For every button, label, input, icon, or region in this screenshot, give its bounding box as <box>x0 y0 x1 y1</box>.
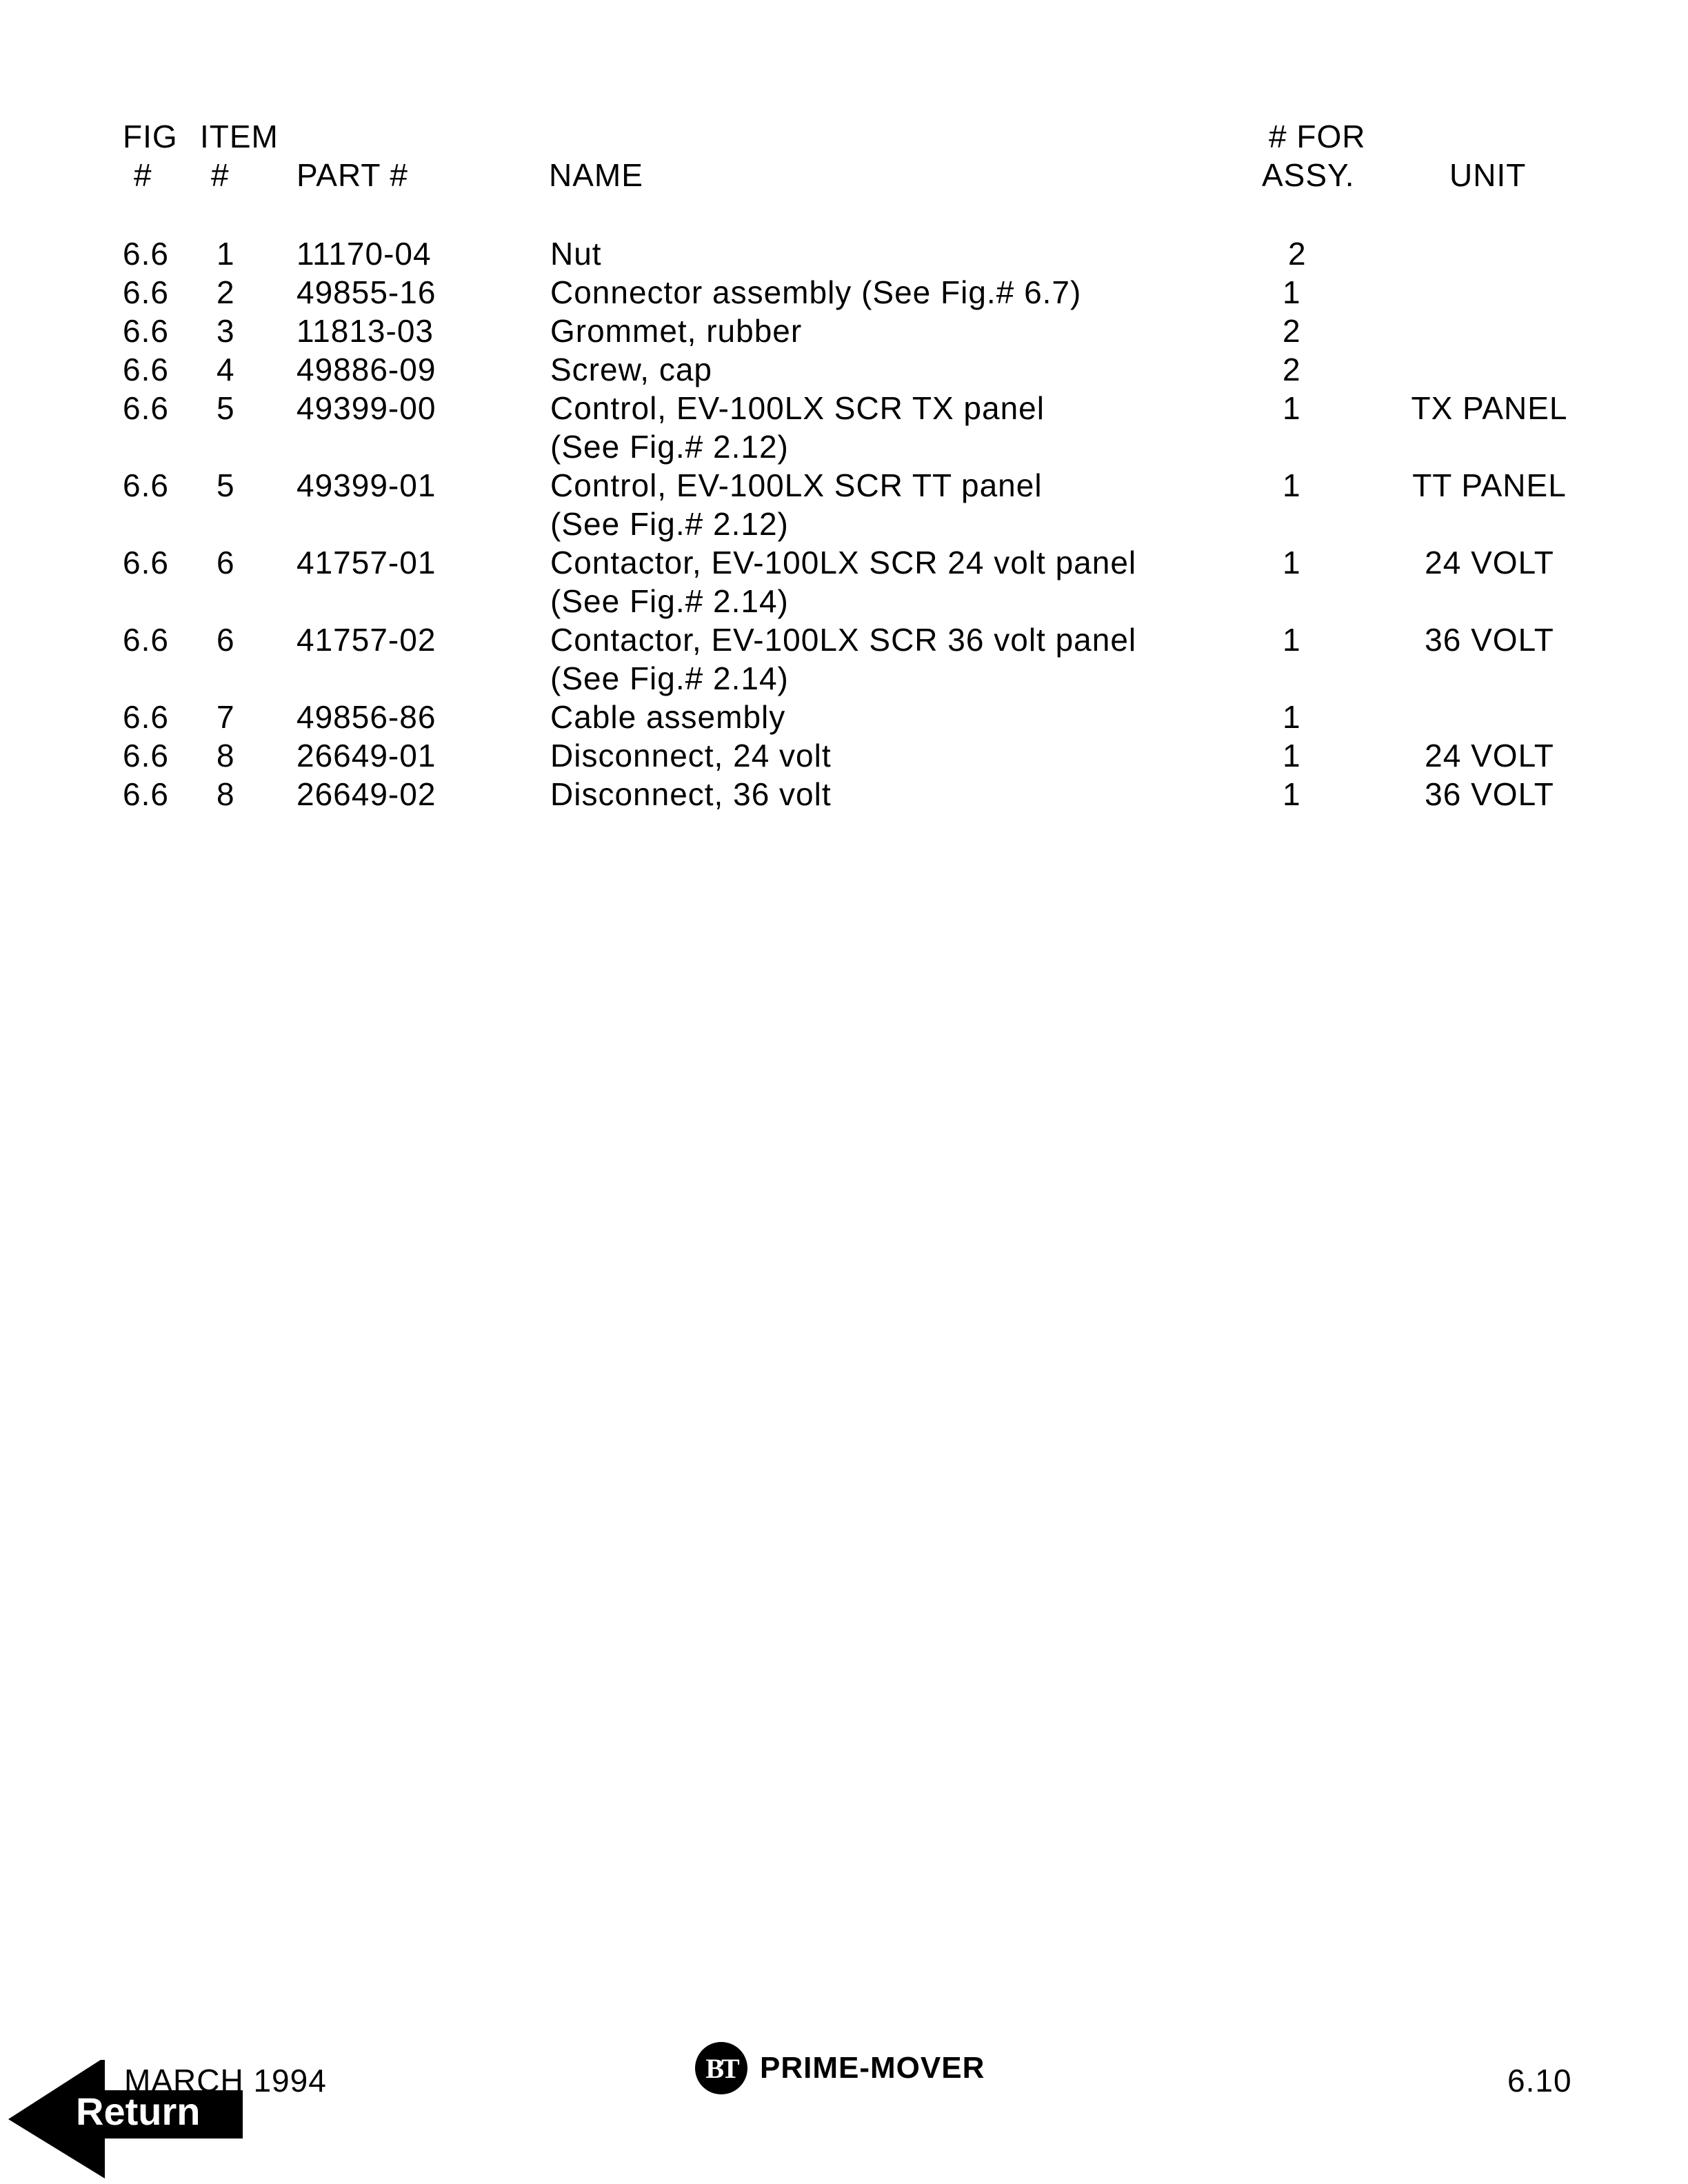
table-row <box>0 389 1688 465</box>
item-number: 1 <box>217 236 235 272</box>
quantity: 2 <box>1283 313 1301 349</box>
item-number: 8 <box>217 776 235 812</box>
unit: 36 VOLT <box>1425 622 1554 658</box>
item-number: 2 <box>217 274 235 310</box>
part-name-reference: (See Fig.# 2.12) <box>550 429 789 465</box>
part-number: 26649-02 <box>297 776 436 812</box>
quantity: 2 <box>1283 352 1301 387</box>
header-fig-line2: # <box>134 157 152 193</box>
quantity: 1 <box>1283 622 1301 658</box>
item-number: 5 <box>217 390 235 426</box>
table-row <box>0 543 1688 619</box>
quantity: 1 <box>1283 274 1301 310</box>
part-name: Cable assembly <box>550 699 786 735</box>
part-name-reference: (See Fig.# 2.14) <box>550 660 789 696</box>
table-row <box>0 312 1688 350</box>
table-row <box>0 234 1688 273</box>
quantity: 1 <box>1283 467 1301 503</box>
part-number: 41757-02 <box>297 622 436 658</box>
fig-number: 6.6 <box>123 313 169 349</box>
fig-number: 6.6 <box>123 390 169 426</box>
header-item-line2: # <box>211 157 230 193</box>
unit: 24 VOLT <box>1425 738 1554 774</box>
brand-logo <box>695 2041 985 2096</box>
part-number: 49856-86 <box>297 699 436 735</box>
fig-number: 6.6 <box>123 352 169 387</box>
unit: TX PANEL <box>1411 390 1568 426</box>
quantity: 1 <box>1283 390 1301 426</box>
part-name: Contactor, EV-100LX SCR 36 volt panel <box>550 622 1137 658</box>
part-name: Grommet, rubber <box>550 313 803 349</box>
unit: 24 VOLT <box>1425 545 1554 580</box>
item-number: 7 <box>217 699 235 735</box>
header-unit: UNIT <box>1449 157 1527 193</box>
item-number: 3 <box>217 313 235 349</box>
part-name-reference: (See Fig.# 2.12) <box>550 506 789 542</box>
fig-number: 6.6 <box>123 236 169 272</box>
part-number: 49399-00 <box>297 390 436 426</box>
header-qty <box>1262 117 1365 194</box>
header-part: PART # <box>297 157 408 193</box>
item-number: 5 <box>217 467 235 503</box>
table-row <box>0 698 1688 736</box>
table-row <box>0 736 1688 775</box>
part-name: Connector assembly (See Fig.# 6.7) <box>550 274 1082 310</box>
page-number: 6.10 <box>1507 2063 1572 2099</box>
item-number: 6 <box>217 545 235 580</box>
quantity: 1 <box>1283 545 1301 580</box>
part-name: Disconnect, 24 volt <box>550 738 832 774</box>
header-fig-line1: FIG <box>123 119 178 154</box>
table-row <box>0 775 1688 813</box>
part-name-reference: (See Fig.# 2.14) <box>550 583 789 619</box>
header-name: NAME <box>549 157 643 193</box>
fig-number: 6.6 <box>123 274 169 310</box>
part-number: 49855-16 <box>297 274 436 310</box>
unit: 36 VOLT <box>1425 776 1554 812</box>
part-name: Nut <box>550 236 602 272</box>
fig-number: 6.6 <box>123 699 169 735</box>
fig-number: 6.6 <box>123 622 169 658</box>
header-qty-line1: # FOR <box>1269 119 1366 154</box>
unit: TT PANEL <box>1412 467 1567 503</box>
header-item-line1: ITEM <box>200 119 279 154</box>
item-number: 4 <box>217 352 235 387</box>
footer-date: MARCH 1994 <box>124 2063 327 2099</box>
part-name: Control, EV-100LX SCR TX panel <box>550 390 1045 426</box>
part-number: 49399-01 <box>297 467 436 503</box>
fig-number: 6.6 <box>123 545 169 580</box>
part-name: Disconnect, 36 volt <box>550 776 832 812</box>
part-name: Contactor, EV-100LX SCR 24 volt panel <box>550 545 1137 580</box>
table-row <box>0 466 1688 542</box>
bt-logo-icon: BT <box>695 2042 747 2094</box>
table-row <box>0 620 1688 696</box>
item-number: 6 <box>217 622 235 658</box>
part-number: 11170-04 <box>297 236 432 272</box>
fig-number: 6.6 <box>123 738 169 774</box>
table-row <box>0 273 1688 312</box>
return-label: Return <box>76 2090 201 2133</box>
fig-number: 6.6 <box>123 467 169 503</box>
header-fig <box>123 117 178 194</box>
table-row <box>0 350 1688 389</box>
header-qty-line2: ASSY. <box>1262 157 1355 193</box>
header-item <box>200 117 279 194</box>
brand-name: PRIME-MOVER <box>760 2051 985 2085</box>
quantity: 1 <box>1283 738 1301 774</box>
part-name: Control, EV-100LX SCR TT panel <box>550 467 1043 503</box>
quantity: 1 <box>1283 776 1301 812</box>
quantity: 2 <box>1288 236 1307 272</box>
part-number: 49886-09 <box>297 352 436 387</box>
quantity: 1 <box>1283 699 1301 735</box>
part-number: 11813-03 <box>297 313 434 349</box>
part-name: Screw, cap <box>550 352 712 387</box>
item-number: 8 <box>217 738 235 774</box>
part-number: 26649-01 <box>297 738 436 774</box>
part-number: 41757-01 <box>297 545 436 580</box>
fig-number: 6.6 <box>123 776 169 812</box>
